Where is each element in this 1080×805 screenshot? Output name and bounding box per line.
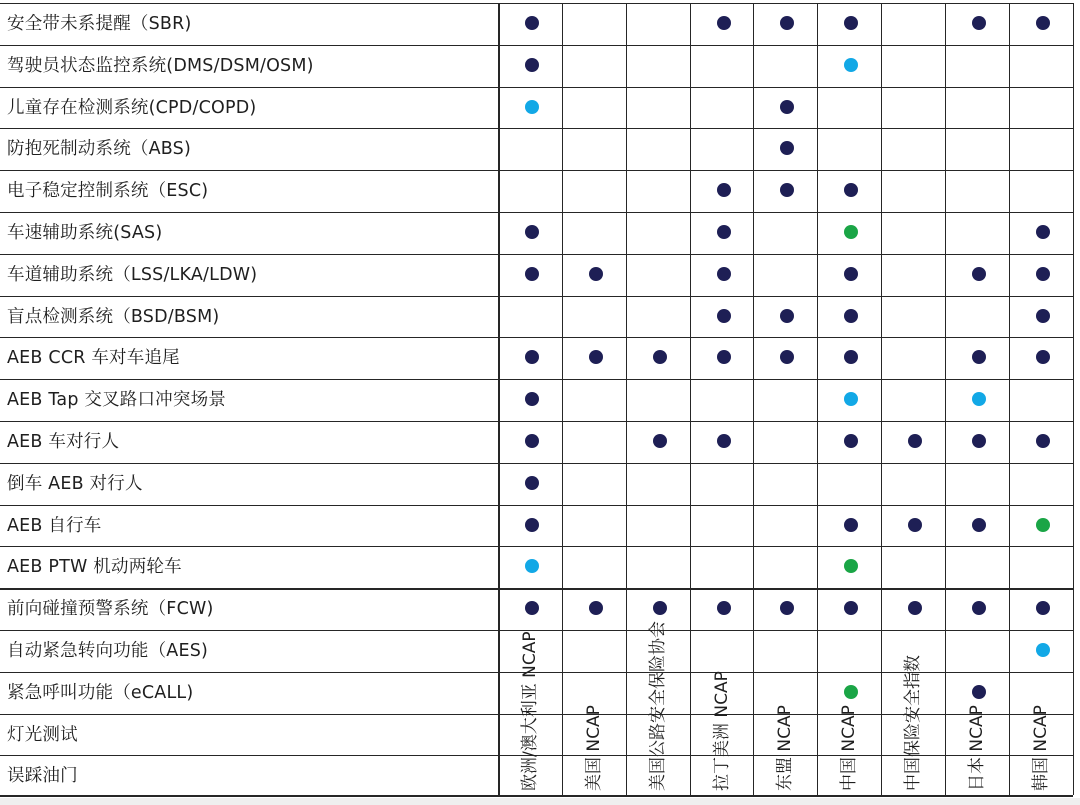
rating-dot: [844, 685, 858, 699]
rating-dot: [525, 350, 539, 364]
column-header: 东盟 NCAP: [775, 705, 795, 792]
column-header: 欧洲/澳大利亚 NCAP: [520, 631, 540, 792]
rating-dot: [653, 601, 667, 615]
rating-dot: [525, 225, 539, 239]
rating-dot: [717, 267, 731, 281]
row-label: 灯光测试: [7, 725, 78, 745]
grid-hline: [0, 421, 1073, 422]
rating-dot: [780, 309, 794, 323]
row-label: 车速辅助系统(SAS): [7, 223, 163, 243]
rating-dot: [844, 434, 858, 448]
column-header: 中国 NCAP: [839, 705, 859, 792]
rating-dot: [1036, 643, 1050, 657]
rating-dot: [780, 16, 794, 30]
rating-dot: [972, 685, 986, 699]
rating-dot: [525, 267, 539, 281]
rating-dot: [844, 225, 858, 239]
rating-dot: [717, 183, 731, 197]
row-label: 驾驶员状态监控系统(DMS/DSM/OSM): [7, 56, 314, 76]
rating-dot: [525, 601, 539, 615]
rating-dot: [717, 350, 731, 364]
rating-dot: [717, 309, 731, 323]
rating-dot: [972, 518, 986, 532]
rating-dot: [525, 559, 539, 573]
row-label: 车道辅助系统（LSS/LKA/LDW): [7, 265, 258, 285]
rating-dot: [844, 16, 858, 30]
grid-hline: [0, 795, 1073, 797]
rating-dot: [653, 350, 667, 364]
rating-dot: [525, 58, 539, 72]
column-header: 韩国 NCAP: [1031, 705, 1051, 792]
rating-dot: [844, 601, 858, 615]
rating-dot: [972, 16, 986, 30]
rating-dot: [972, 434, 986, 448]
rating-dot: [1036, 16, 1050, 30]
grid-vline: [881, 3, 882, 795]
rating-dot: [589, 350, 603, 364]
rating-dot: [908, 601, 922, 615]
column-header: 日本 NCAP: [967, 705, 987, 792]
rating-dot: [972, 601, 986, 615]
rating-dot: [1036, 225, 1050, 239]
rating-dot: [972, 350, 986, 364]
rating-dot: [1036, 518, 1050, 532]
rating-dot: [717, 434, 731, 448]
rating-dot: [525, 392, 539, 406]
column-header: 美国公路安全保险协会: [648, 621, 668, 792]
grid-hline: [0, 463, 1073, 464]
rating-dot: [844, 559, 858, 573]
row-label: AEB PTW 机动两轮车: [7, 557, 182, 577]
grid-vline: [945, 3, 946, 795]
row-label: 儿童存在检测系统(CPD/COPD): [7, 98, 257, 118]
rating-dot: [525, 16, 539, 30]
grid-vline: [626, 3, 627, 795]
row-label: 误踩油门: [7, 766, 78, 786]
row-label: 防抱死制动系统（ABS): [7, 139, 192, 159]
rating-dot: [1036, 309, 1050, 323]
rating-dot: [717, 16, 731, 30]
rating-dot: [972, 392, 986, 406]
grid-vline: [1073, 3, 1074, 795]
rating-dot: [525, 518, 539, 532]
rating-dot: [525, 476, 539, 490]
rating-dot: [589, 601, 603, 615]
rating-dot: [1036, 350, 1050, 364]
rating-dot: [908, 518, 922, 532]
rating-dot: [1036, 434, 1050, 448]
rating-dot: [780, 601, 794, 615]
rating-dot: [844, 267, 858, 281]
rating-dot: [780, 100, 794, 114]
rating-dot: [589, 267, 603, 281]
row-label: 前向碰撞预警系统（FCW): [7, 599, 214, 619]
grid-vline: [1009, 3, 1010, 795]
rating-dot: [525, 434, 539, 448]
row-label: 紧急呼叫功能（eCALL): [7, 683, 194, 703]
rating-dot: [844, 183, 858, 197]
row-label: 电子稳定控制系统（ESC): [7, 181, 209, 201]
rating-dot: [717, 601, 731, 615]
rating-dot: [653, 434, 667, 448]
column-header: 美国 NCAP: [584, 705, 604, 792]
row-label: AEB CCR 车对车追尾: [7, 348, 180, 368]
rating-dot: [525, 100, 539, 114]
grid-hline: [0, 505, 1073, 506]
rating-dot: [844, 350, 858, 364]
column-header: 拉丁美洲 NCAP: [712, 671, 732, 792]
rating-dot: [717, 225, 731, 239]
row-label: AEB Tap 交叉路口冲突场景: [7, 390, 226, 410]
rating-dot: [844, 309, 858, 323]
row-label: 倒车 AEB 对行人: [7, 474, 143, 494]
grid-vline: [562, 3, 563, 795]
rating-dot: [1036, 267, 1050, 281]
rating-dot: [780, 183, 794, 197]
rating-dot: [972, 267, 986, 281]
row-label: AEB 车对行人: [7, 432, 120, 452]
row-label: 盲点检测系统（BSD/BSM): [7, 307, 220, 327]
grid-vline: [690, 3, 691, 795]
rating-dot: [844, 518, 858, 532]
rating-dot: [780, 141, 794, 155]
grid-vline: [498, 3, 500, 795]
rating-dot: [844, 58, 858, 72]
rating-dot: [1036, 601, 1050, 615]
rating-dot: [908, 434, 922, 448]
bottom-scroll-strip: [0, 798, 1080, 805]
grid-vline: [753, 3, 754, 795]
row-label: AEB 自行车: [7, 516, 102, 536]
rating-dot: [780, 350, 794, 364]
column-header: 中国保险安全指数: [903, 655, 923, 792]
grid-vline: [817, 3, 818, 795]
row-label: 自动紧急转向功能（AES): [7, 641, 209, 661]
row-label: 安全带未系提醒（SBR): [7, 14, 192, 34]
rating-dot: [844, 392, 858, 406]
